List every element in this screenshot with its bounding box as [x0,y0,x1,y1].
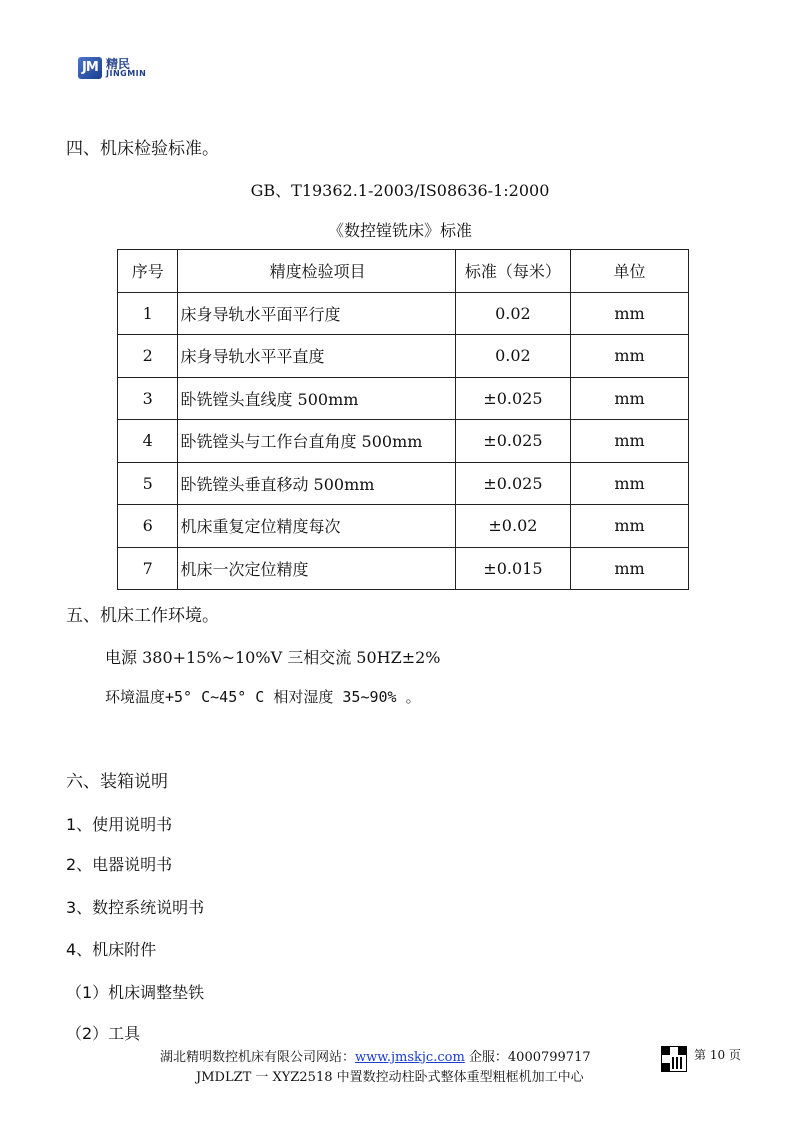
cell-standard: ±0.02 [455,505,570,548]
table-row [118,462,689,505]
cell-no: 3 [118,377,178,420]
logo-en-text: JINGMIN [106,69,147,78]
cell-standard: ±0.025 [455,377,570,420]
cell-unit: mm [571,547,689,590]
cell-unit: mm [571,377,689,420]
list-item: （2）工具 [66,1024,141,1043]
cell-no: 5 [118,462,178,505]
table-header-row [118,250,689,293]
cell-no: 4 [118,420,178,463]
header-unit: 单位 [571,250,689,293]
standard-code: GB、T19362.1-2003/IS08636-1:2000 [250,181,550,200]
cell-standard: ±0.015 [455,547,570,590]
footer-website-link[interactable]: www.jmskjc.com [355,1050,465,1065]
footer-company: 湖北精明数控机床有限公司网站： [160,1050,356,1065]
section5-heading: 五、机床工作环境。 [66,606,219,626]
table-row [118,420,689,463]
cell-standard: 0.02 [455,292,570,335]
list-item: 2、电器说明书 [66,855,173,874]
page-number: 第 10 页 [694,1048,741,1062]
cell-unit: mm [571,420,689,463]
header-no: 序号 [118,250,178,293]
cell-unit: mm [571,335,689,378]
table-row [118,292,689,335]
list-item: 3、数控系统说明书 [66,898,205,917]
cell-unit: mm [571,292,689,335]
header-standard: 标准（每米） [455,250,570,293]
header-item: 精度检验项目 [178,250,455,293]
list-item: （1）机床调整垫铁 [66,983,205,1002]
cell-item: 机床重复定位精度每次 [178,505,455,548]
cell-standard: ±0.025 [455,420,570,463]
cell-item: 机床一次定位精度 [178,547,455,590]
table-row [118,547,689,590]
list-item: 1、使用说明书 [66,815,173,834]
table-row [118,335,689,378]
cell-standard: ±0.025 [455,462,570,505]
cell-standard: 0.02 [455,335,570,378]
cell-item: 卧铣镗头直线度 500mm [178,377,455,420]
cell-item: 卧铣镗头垂直移动 500mm [178,462,455,505]
table-row [118,505,689,548]
cell-no: 1 [118,292,178,335]
power-spec: 电源 380+15%~10%V 三相交流 50HZ±2% [105,648,441,667]
precision-table [117,249,689,590]
cell-no: 7 [118,547,178,590]
cell-item: 床身导轨水平面平行度 [178,292,455,335]
cell-unit: mm [571,505,689,548]
qr-code-icon [661,1046,687,1072]
cell-item: 卧铣镗头与工作台直角度 500mm [178,420,455,463]
cell-no: 6 [118,505,178,548]
footer-product: JMDLZT 一 XYZ2518 中置数控动柱卧式整体重型粗框机加工中心 [196,1070,584,1085]
standard-name: 《数控镗铣床》标准 [327,221,472,240]
company-logo [78,57,146,79]
environment-spec: 环境温度+5° C~45° C 相对湿度 35~90% 。 [105,688,421,706]
section4-heading: 四、机床检验标准。 [66,139,219,159]
logo-mark-icon: JM [78,57,102,79]
cell-no: 2 [118,335,178,378]
cell-unit: mm [571,462,689,505]
footer-company-line [160,1046,591,1065]
logo-cn-text: 精民 [106,57,131,71]
section6-heading: 六、装箱说明 [66,772,168,792]
cell-item: 床身导轨水平平直度 [178,335,455,378]
footer-service: 企服：4000799717 [464,1050,591,1065]
table-row [118,377,689,420]
list-item: 4、机床附件 [66,940,157,959]
